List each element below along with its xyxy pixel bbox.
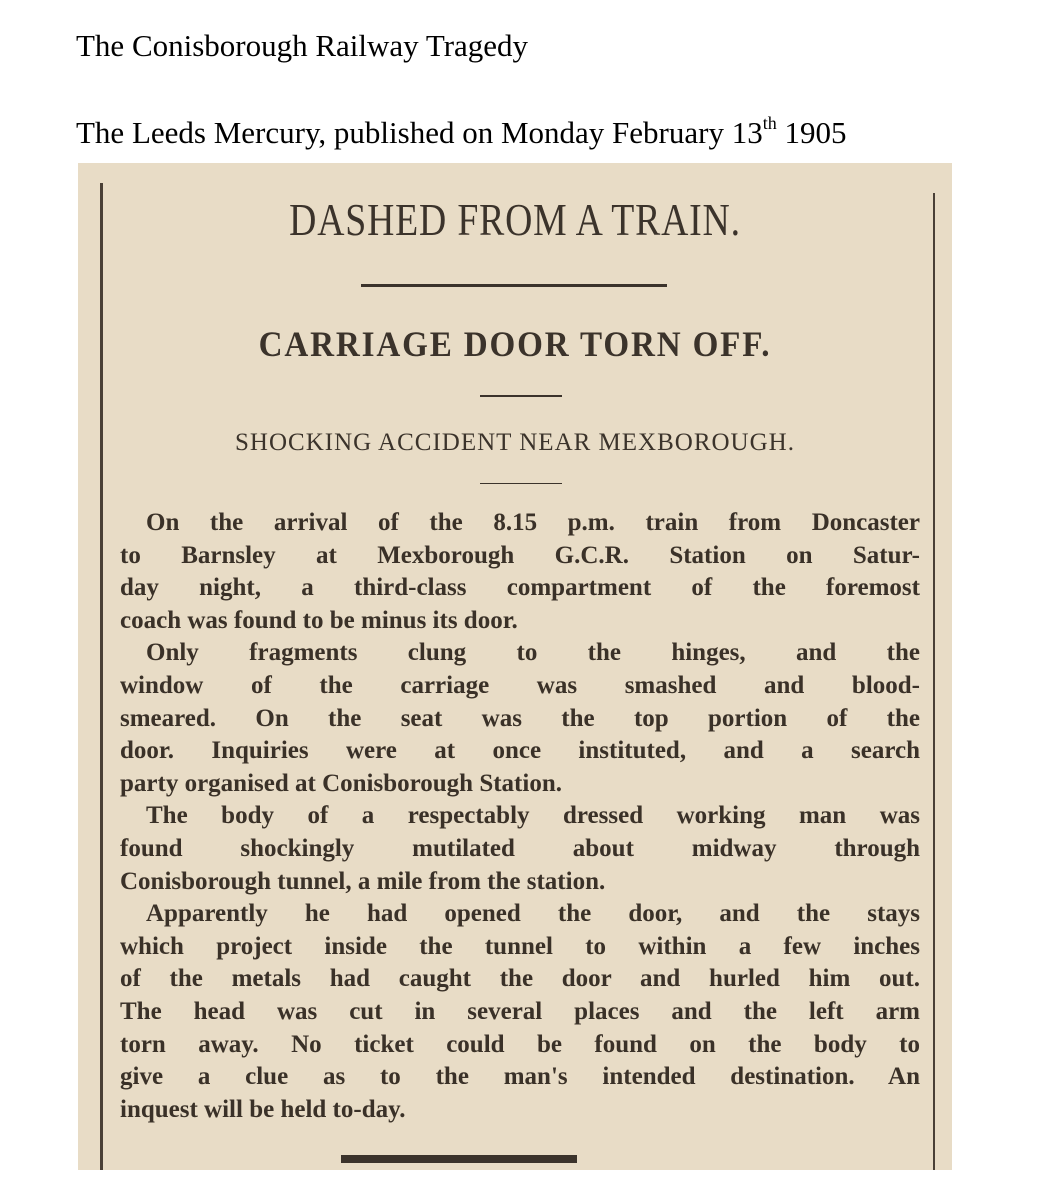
article-line: door. Inquiries were at once instituted, and a search	[120, 737, 920, 765]
publication-line	[76, 115, 846, 151]
article-line: torn away. No ticket could be found on the body to	[120, 1030, 920, 1058]
article-line: day night, a third-class compartment of the foremost	[120, 574, 920, 602]
article-line: to Barnsley at Mexborough G.C.R. Station on Satur-	[120, 541, 920, 569]
short-divider	[480, 395, 562, 397]
publication-text: The Leeds Mercury, published on Monday February 13	[76, 115, 763, 150]
document-title: The Conisborough Railway Tragedy	[76, 28, 529, 63]
article-line: On the arrival of the 8.15 p.m. train from Doncaster	[146, 509, 920, 536]
column-rule-left	[100, 183, 103, 1170]
article-line: inquest will be held to-day.	[120, 1095, 406, 1123]
ordinal-suffix: th	[762, 113, 777, 133]
article-line: of the metals had caught the door and hurled him out.	[120, 965, 920, 993]
article-line: found shockingly mutilated about midway through	[120, 834, 920, 862]
newspaper-clipping	[78, 163, 952, 1170]
ornament-divider	[361, 284, 667, 287]
article-body	[120, 507, 920, 1126]
article-line: Only fragments clung to the hinges, and the	[146, 639, 920, 667]
publication-year: 1905	[776, 115, 847, 150]
article-line: The body of a respectably dressed working man was	[146, 802, 920, 830]
article-line: window of the carriage was smashed and blood-	[120, 671, 920, 699]
article-line: party organised at Conisborough Station.	[120, 769, 562, 797]
subheadline-2: SHOCKING ACCIDENT NEAR MEXBOROUGH.	[235, 429, 795, 456]
article-line: coach was found to be minus its door.	[120, 606, 518, 634]
article-line: The head was cut in several places and the left arm	[120, 997, 920, 1025]
article-line: give a clue as to the man's intended destination. An	[120, 1063, 920, 1091]
article-line: Conisborough tunnel, a mile from the station.	[120, 867, 606, 895]
end-rule	[341, 1155, 577, 1163]
article-line: smeared. On the seat was the top portion of the	[120, 704, 920, 732]
short-divider-2	[480, 483, 562, 484]
column-rule-right	[933, 193, 935, 1170]
article-line: which project inside the tunnel to within a few inches	[120, 932, 920, 960]
article-line: Apparently he had opened the door, and the stays	[146, 900, 920, 928]
subheadline: CARRIAGE DOOR TORN OFF.	[258, 324, 772, 364]
headline: DASHED FROM A TRAIN.	[289, 194, 741, 245]
